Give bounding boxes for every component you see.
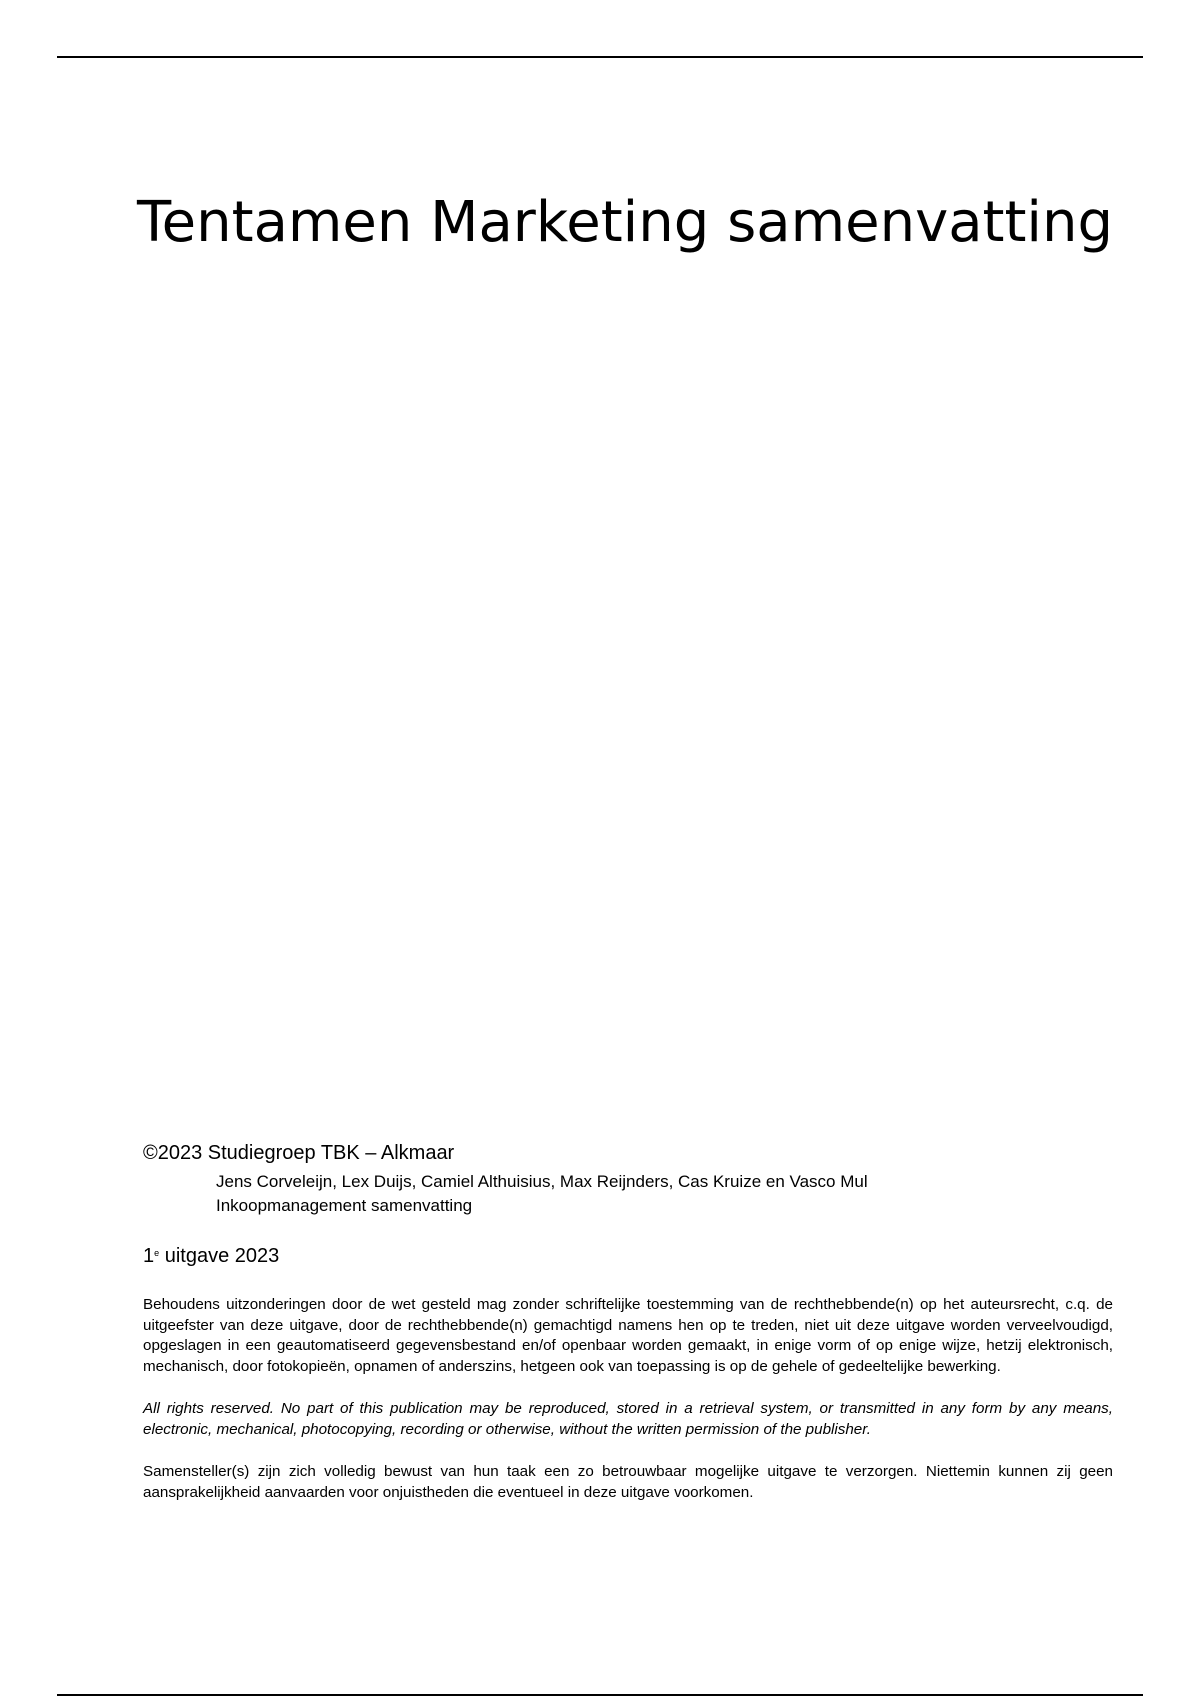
edition-text: uitgave 2023 [159, 1245, 280, 1267]
bottom-divider [57, 1694, 1143, 1696]
copyright-line: ©2023 Studiegroep TBK – Alkmaar [143, 1142, 455, 1164]
document-title: Tentamen Marketing samenvatting [136, 190, 1114, 255]
top-divider [57, 56, 1143, 58]
liability-disclaimer: Samensteller(s) zijn zich volledig bewust van hun taak een zo betrouwbaar mogelijke uitgave te verzorgen. Niettemin kunnen zij geen aansprakelijkheid aanvaarden voor onjuistheden die eventueel in deze uitgave voorkomen. [143, 1463, 1113, 1501]
colophon [143, 1140, 1113, 1503]
edition-suffix: e [154, 1248, 160, 1258]
rights-notice-english: All rights reserved. No part of this publication may be reproduced, stored in a retrieval system, or transmitted in any form by any means, electronic, mechanical, photocopying, recording or otherwise, without the written permission of the publisher. [143, 1400, 1113, 1438]
rights-notice-dutch: Behoudens uitzonderingen door de wet gesteld mag zonder schriftelijke toestemming van de rechthebbende(n) op het auteursrecht, c.q. de uitgeefster van deze uitgave, door de rechthebbende(n) gemachtigd namens hen op te treden, niet uit deze uitgave worden verveelvoudigd, opgeslagen in een geautomatiseerd gegevensbestand en/of openbaar worden gemaakt, in enige vorm of op enige wijze, hetzij elektronisch, mechanisch, door fotokopieën, opnamen of anderszins, hetgeen ook van toepassing is op de gehele of gedeeltelijke bewerking. [143, 1296, 1113, 1375]
course-name: Inkoopmanagement samenvatting [216, 1196, 473, 1215]
author-list: Jens Corveleijn, Lex Duijs, Camiel Althuisius, Max Reijnders, Cas Kruize en Vasco Mul [216, 1172, 868, 1191]
edition-line [143, 1240, 1113, 1269]
author-block [216, 1170, 1113, 1218]
edition-number: 1 [143, 1245, 155, 1267]
